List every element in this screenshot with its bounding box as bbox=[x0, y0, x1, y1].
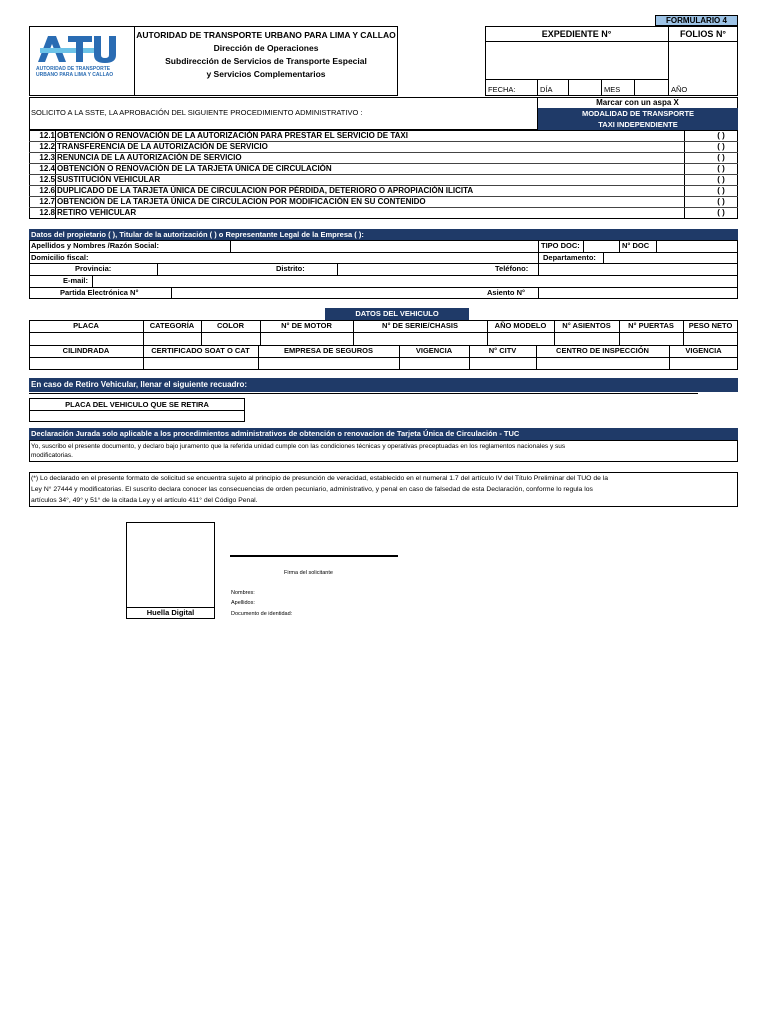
logo-subtitle-1: AUTORIDAD DE TRANSPORTE bbox=[36, 66, 111, 72]
email-input[interactable] bbox=[93, 276, 737, 286]
vehiculo-header-cell: EMPRESA DE SEGUROS bbox=[284, 346, 373, 355]
procedure-checkbox[interactable]: ( ) bbox=[717, 142, 725, 151]
procedure-row bbox=[29, 130, 738, 141]
procedure-number: 12.6 bbox=[39, 186, 55, 195]
procedure-text: OBTENCIÓN O RENOVACIÓN DE LA AUTORIZACIÓN PARA PRESTAR EL SERVICIO DE TAXI bbox=[57, 131, 408, 140]
firma-documento-label: Documento de identidad: bbox=[231, 611, 293, 617]
vehiculo-input-cell[interactable] bbox=[144, 333, 200, 344]
vehiculo-header-cell: N° DE SERIE/CHASIS bbox=[382, 321, 458, 330]
vehiculo-header-cell: N° PUERTAS bbox=[628, 321, 674, 330]
vehiculo-header-cell: N° CITV bbox=[488, 346, 517, 355]
vehiculo-input-cell[interactable] bbox=[144, 358, 257, 369]
retiro-title: En caso de Retiro Vehicular, llenar el siguiente recuadro: bbox=[31, 380, 248, 389]
procedure-number: 12.3 bbox=[39, 153, 55, 162]
vehiculo-input-cell[interactable] bbox=[202, 333, 259, 344]
procedure-number: 12.2 bbox=[39, 142, 55, 151]
atu-logo bbox=[34, 30, 130, 80]
declaracion-line-1: Yo, suscribo el presente documento, y declaro bajo juramento que la referida unidad cumple con las condiciones técnicas y operativas preceptuadas en los reglamentos nacionales y sus bbox=[31, 443, 566, 450]
tipo-doc-label: TIPO DOC: bbox=[541, 241, 580, 250]
vehiculo-input-cell[interactable] bbox=[30, 333, 142, 344]
procedure-row bbox=[29, 174, 738, 185]
declaracion-title: Declaración Jurada solo aplicable a los procedimientos administrativos de obtención o renovacion de Tarjeta Única de Circulación - TUC bbox=[31, 429, 520, 438]
vehiculo-input-cell[interactable] bbox=[620, 333, 682, 344]
modalidad-title-bar bbox=[538, 108, 738, 119]
procedure-text: DUPLICADO DE LA TARJETA ÚNICA DE CIRCULACION POR PÉRDIDA, DETERIORO O APROPIACIÓN ILICITA bbox=[57, 186, 474, 195]
procedure-text: OBTENCIÓN O RENOVACIÓN DE LA TARJETA ÚNICA DE CIRCULACIÓN bbox=[57, 164, 332, 173]
modalidad-value: TAXI INDEPENDIENTE bbox=[598, 120, 678, 129]
form-number-label: FORMULARIO 4 bbox=[666, 16, 727, 25]
expediente-input[interactable] bbox=[486, 42, 667, 79]
vehiculo-title-bar bbox=[325, 308, 469, 320]
firma-label: Firma del solicitante bbox=[284, 570, 333, 576]
vehiculo-input-cell[interactable] bbox=[670, 358, 737, 369]
vehiculo-title: DATOS DEL VEHICULO bbox=[355, 309, 439, 318]
firma-nombres-label: Nombres: bbox=[231, 590, 255, 596]
procedure-number: 12.8 bbox=[39, 208, 55, 217]
vehiculo-input-cell[interactable] bbox=[555, 333, 618, 344]
declaracion-line-2: modificatorias. bbox=[31, 452, 73, 459]
procedure-row bbox=[29, 141, 738, 152]
distrito-label: Distrito: bbox=[276, 264, 305, 273]
procedure-number: 12.7 bbox=[39, 197, 55, 206]
fecha-dia-label: DÍA bbox=[540, 85, 553, 94]
procedure-checkbox[interactable]: ( ) bbox=[717, 197, 725, 206]
procedure-number: 12.5 bbox=[39, 175, 55, 184]
vehiculo-input-cell[interactable] bbox=[684, 333, 737, 344]
vehiculo-header-cell: CERTIFICADO SOAT O CAT bbox=[151, 346, 250, 355]
procedure-text: RENUNCIA DE LA AUTORIZACIÓN DE SERVICIO bbox=[57, 153, 242, 162]
email-label: E-mail: bbox=[63, 276, 89, 285]
vehiculo-input-cell[interactable] bbox=[470, 358, 535, 369]
header-line-3: Subdirección de Servicios de Transporte Especial bbox=[165, 56, 367, 66]
vehiculo-input-cell[interactable] bbox=[488, 333, 553, 344]
nota-line-3: artículos 34°, 49° y 51° de la citada Ley y el artículo 411° del Código Penal. bbox=[31, 497, 258, 504]
n-doc-input[interactable] bbox=[657, 241, 737, 251]
procedure-row bbox=[29, 196, 738, 207]
huella-box[interactable] bbox=[126, 522, 215, 619]
n-doc-label: N° DOC bbox=[622, 241, 650, 250]
nota-line-2: Ley N° 27444 y modificatorias. El suscrito declara conocer las consecuencias de orden pecuniario, administrativo, y penal en caso de falsedad de esta Declaración, conforme lo regula los bbox=[31, 486, 593, 493]
procedure-text: RETIRO VEHICULAR bbox=[57, 208, 137, 217]
vehiculo-header-cell: PLACA bbox=[73, 321, 99, 330]
telefono-label: Teléfono: bbox=[495, 264, 529, 273]
nota-line-1: (*) Lo declarado en el presente formato de solicitud se encuentra sujeto al principio de presunción de veracidad, establecido en el numeral 1.7 del artículo IV del Título Preliminar del TUO de la bbox=[31, 475, 609, 482]
vehiculo-header-cell: N° DE MOTOR bbox=[281, 321, 332, 330]
propietario-title-bar bbox=[29, 229, 738, 240]
fecha-label: FECHA: bbox=[488, 85, 516, 94]
procedure-text: TRANSFERENCIA DE LA AUTORIZACIÓN DE SERVICIO bbox=[57, 142, 268, 151]
folios-label: FOLIOS N° bbox=[679, 29, 727, 39]
huella-label: Huella Digital bbox=[146, 608, 195, 617]
vehiculo-header-cell: N° ASIENTOS bbox=[562, 321, 611, 330]
partida-input[interactable] bbox=[172, 288, 482, 298]
header-line-4: y Servicios Complementarios bbox=[206, 69, 326, 79]
procedure-row bbox=[29, 207, 738, 218]
procedure-text: SUSTITUCIÓN VEHICULAR bbox=[57, 175, 161, 184]
vehiculo-header-cell: CATEGORÍA bbox=[149, 321, 195, 330]
vehiculo-header-cell: AÑO MODELO bbox=[494, 321, 547, 330]
firma-line[interactable] bbox=[230, 555, 398, 557]
modalidad-value-bar bbox=[538, 119, 738, 130]
vehiculo-header-cell: CENTRO DE INSPECCIÓN bbox=[556, 346, 649, 355]
retiro-placa-input[interactable] bbox=[30, 411, 244, 421]
fecha-dia-input[interactable] bbox=[569, 80, 600, 95]
provincia-label: Provincia: bbox=[75, 264, 112, 273]
declaracion-title-bar bbox=[29, 428, 738, 440]
vehiculo-input-cell[interactable] bbox=[261, 333, 352, 344]
procedure-number: 12.4 bbox=[39, 164, 55, 173]
vehiculo-input-cell[interactable] bbox=[537, 358, 668, 369]
vehiculo-header-cell: VIGENCIA bbox=[415, 346, 453, 355]
procedure-row bbox=[29, 163, 738, 174]
domicilio-input[interactable] bbox=[120, 253, 537, 262]
vehiculo-header-cell: PESO NETO bbox=[688, 321, 733, 330]
modalidad-title: MODALIDAD DE TRANSPORTE bbox=[581, 109, 695, 118]
asiento-label: Asiento N° bbox=[487, 288, 526, 297]
asiento-input[interactable] bbox=[539, 288, 737, 298]
distrito-input[interactable] bbox=[338, 264, 488, 274]
firma-apellidos-label: Apellidos: bbox=[231, 600, 255, 606]
retiro-title-bar bbox=[29, 378, 738, 392]
procedure-checkbox[interactable]: ( ) bbox=[717, 175, 725, 184]
procedure-checkbox[interactable]: ( ) bbox=[717, 164, 725, 173]
propietario-title: Datos del propietario ( ), Titular de la autorización ( ) o Representante Legal de la Empresa ( ): bbox=[31, 230, 364, 239]
procedure-text: OBTENCIÓN DE LA TARJETA ÚNICA DE CIRCULACION POR MODIFICACIÓN EN SU CONTENIDO bbox=[57, 197, 426, 206]
procedure-row bbox=[29, 152, 738, 163]
tipo-doc-input[interactable] bbox=[584, 241, 618, 251]
form-number-tag bbox=[655, 15, 738, 26]
telefono-input[interactable] bbox=[539, 264, 737, 274]
procedure-checkbox[interactable]: ( ) bbox=[717, 208, 725, 217]
header-line-2: Dirección de Operaciones bbox=[213, 43, 319, 53]
logo-subtitle-2: URBANO PARA LIMA Y CALLAO bbox=[36, 72, 114, 78]
departamento-input[interactable] bbox=[604, 253, 737, 262]
marcar-label: Marcar con un aspa X bbox=[596, 98, 679, 107]
nombres-input[interactable] bbox=[231, 241, 537, 251]
procedure-row bbox=[29, 185, 738, 196]
fecha-anio-label: AÑO bbox=[671, 85, 688, 94]
header-line-1: AUTORIDAD DE TRANSPORTE URBANO PARA LIMA Y CALLAO bbox=[136, 30, 396, 40]
fecha-mes-input[interactable] bbox=[635, 80, 667, 95]
procedure-checkbox[interactable]: ( ) bbox=[717, 153, 725, 162]
vehiculo-input-cell[interactable] bbox=[30, 358, 142, 369]
partida-label: Partida Electrónica N° bbox=[60, 288, 139, 297]
expediente-label: EXPEDIENTE N° bbox=[541, 29, 612, 39]
vehiculo-input-cell[interactable] bbox=[259, 358, 398, 369]
vehiculo-input-cell[interactable] bbox=[354, 333, 486, 344]
solicito-text: SOLICITO A LA SSTE, LA APROBACIÓN DEL SIGUIENTE PROCEDIMIENTO ADMINISTRATIVO : bbox=[31, 108, 363, 117]
departamento-label: Departamento: bbox=[543, 253, 596, 262]
vehiculo-input-cell[interactable] bbox=[400, 358, 468, 369]
procedure-checkbox[interactable]: ( ) bbox=[717, 186, 725, 195]
vehiculo-header-cell: CILINDRADA bbox=[62, 346, 110, 355]
nombres-label: Apellidos y Nombres /Razón Social: bbox=[31, 241, 159, 250]
provincia-input[interactable] bbox=[158, 264, 258, 274]
fecha-mes-label: MES bbox=[604, 85, 621, 94]
domicilio-label: Domicilio fiscal: bbox=[31, 253, 89, 262]
vehiculo-header-cell: COLOR bbox=[216, 321, 245, 330]
procedure-number: 12.1 bbox=[39, 131, 55, 140]
vehiculo-header-cell: VIGENCIA bbox=[685, 346, 722, 355]
procedure-checkbox[interactable]: ( ) bbox=[717, 131, 725, 140]
retiro-placa-label: PLACA DEL VEHICULO QUE SE RETIRA bbox=[65, 400, 209, 409]
